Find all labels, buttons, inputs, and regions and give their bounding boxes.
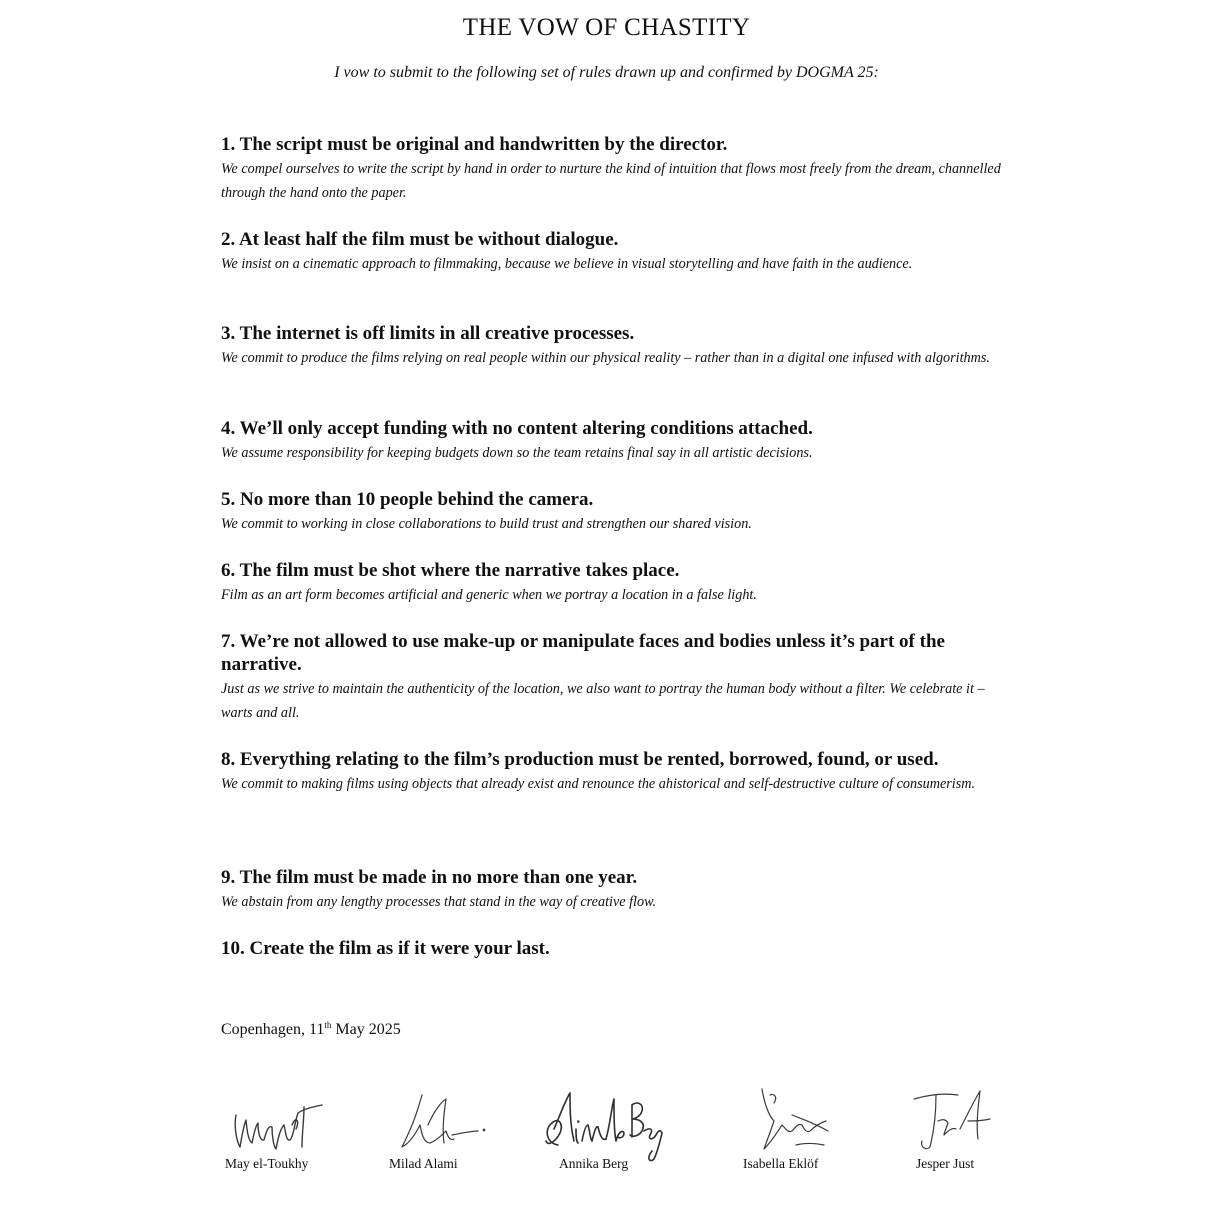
date-ordinal: th [324, 1020, 332, 1030]
rule-heading: 6. The film must be shot where the narrative takes place. [221, 560, 680, 581]
place-and-date [221, 1020, 401, 1039]
document-subtitle: I vow to submit to the following set of rules drawn up and confirmed by DOGMA 25: [334, 64, 879, 81]
rule-1 [221, 133, 1001, 205]
rule-10 [221, 937, 1001, 960]
rule-explanation: We abstain from any lengthy processes that stand in the way of creative flow. [221, 894, 657, 910]
signatory-name: Annika Berg [559, 1156, 629, 1171]
rule-explanation: We commit to making films using objects that already exist and renounce the ahistorical and self-destructive culture of consumerism. [221, 776, 976, 792]
rule-heading: 2. At least half the film must be without dialogue. [221, 229, 619, 250]
rule-3 [221, 322, 1001, 370]
rule-heading: 7. We’re not allowed to use make-up or manipulate faces and bodies unless it’s part of the narrative. [221, 631, 945, 675]
rule-9 [221, 866, 1001, 914]
rule-heading: 10. Create the film as if it were your last. [221, 938, 550, 959]
rule-heading: 9. The film must be made in no more than one year. [221, 867, 638, 888]
rule-explanation: We commit to produce the films relying on real people within our physical reality – rather than in a digital one infused with algorithms. [221, 350, 990, 366]
signature-milad-alami [392, 1085, 492, 1155]
rule-4 [221, 417, 1001, 465]
rule-heading: 3. The internet is off limits in all creative processes. [221, 323, 635, 344]
signature-isabella-eklof [752, 1085, 842, 1157]
rule-2 [221, 228, 1001, 276]
signatory-name: Isabella Eklöf [743, 1156, 819, 1171]
rule-6 [221, 559, 1001, 607]
rule-7 [221, 630, 1001, 725]
signatory-name: May el-Toukhy [225, 1156, 309, 1171]
rule-5 [221, 488, 1001, 536]
rule-explanation: We compel ourselves to write the script by hand in order to nurture the kind of intuition that flows most freely from the dream, channelled through the hand onto the paper. [221, 161, 1001, 201]
rule-explanation: We insist on a cinematic approach to filmmaking, because we believe in visual storytelling and have faith in the audience. [221, 256, 913, 272]
place-date-text: Copenhagen, 11 [221, 1021, 325, 1038]
rule-heading: 5. No more than 10 people behind the camera. [221, 489, 594, 510]
rule-explanation: Just as we strive to maintain the authenticity of the location, we also want to portray the human body without a filter. We celebrate it – warts and all. [221, 681, 985, 721]
document-title: THE VOW OF CHASTITY [462, 14, 751, 41]
rule-heading: 4. We’ll only accept funding with no content altering conditions attached. [221, 418, 813, 439]
signature-may-el-toukhy [228, 1085, 328, 1155]
rule-explanation: Film as an art form becomes artificial and generic when we portray a location in a false light. [221, 587, 757, 603]
rule-heading: 8. Everything relating to the film’s production must be rented, borrowed, found, or used. [221, 749, 939, 770]
signature-annika-berg [540, 1085, 670, 1165]
signatory-name: Milad Alami [389, 1156, 458, 1171]
signature-jesper-just [908, 1085, 998, 1157]
rule-heading: 1. The script must be original and handwritten by the director. [221, 134, 728, 155]
rule-explanation: We assume responsibility for keeping budgets down so the team retains final say in all artistic decisions. [221, 445, 813, 461]
rule-explanation: We commit to working in close collaborations to build trust and strengthen our shared vision. [221, 516, 752, 532]
signatory-name: Jesper Just [916, 1156, 975, 1171]
place-date-month-year: May 2025 [331, 1021, 401, 1038]
rule-8 [221, 748, 1001, 796]
